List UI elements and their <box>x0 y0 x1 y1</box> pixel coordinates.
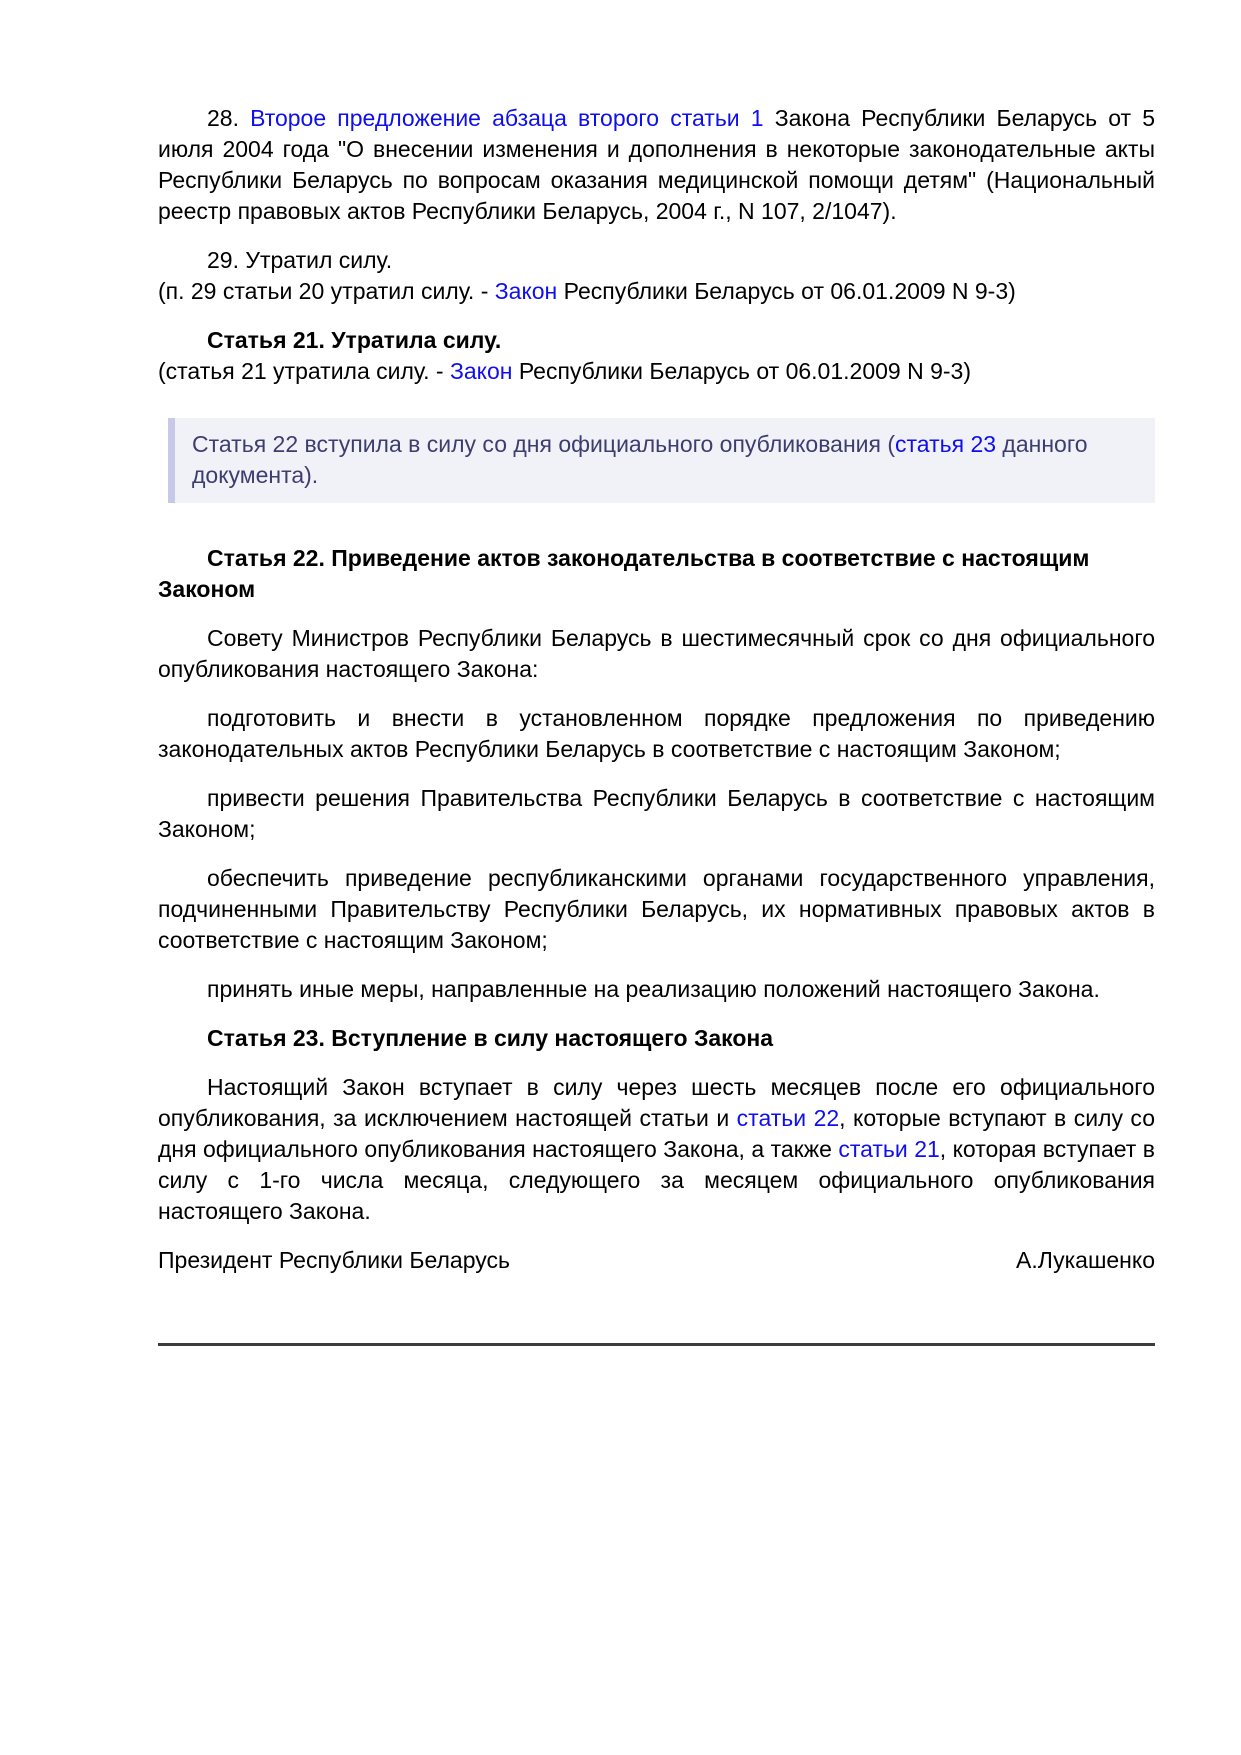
link-second-sentence-article-1[interactable]: Второе предложение абзаца второго статьи 1 <box>250 105 764 131</box>
heading-article-23: Статья 23. Вступление в силу настоящего Закона <box>207 1025 774 1051</box>
horizontal-rule <box>158 1343 1155 1346</box>
entry-text-2: , которые вступают в силу со дня официального опубликования настоящего Закона, а также <box>158 1105 1155 1162</box>
callout-article-22-note <box>168 418 1155 503</box>
paragraph-28-number: 28. <box>207 105 251 131</box>
paragraph-item-28 <box>158 103 1155 227</box>
paragraph-sovetu-ministrov: Совету Министров Республики Беларусь в шестимесячный срок со дня официального опубликования настоящего Закона: <box>158 625 1155 682</box>
paragraph-28-text: Закона Республики Беларусь от 5 июля 2004 года "О внесении изменения и дополнения в некоторые законодательные акты Республики Беларусь по вопросам оказания медицинской помощи детям" (Национальный реестр правовых актов Республики Беларусь, 2004 г., N 107, 2/1047). <box>158 105 1155 224</box>
paragraph-entry-into-force <box>158 1072 1155 1227</box>
signature-title: Президент Республики Беларусь <box>158 1247 510 1273</box>
signature-row <box>158 1245 1155 1276</box>
signature-name: А.Лукашенко <box>1016 1247 1155 1273</box>
link-article-21[interactable]: статьи 21 <box>838 1136 940 1162</box>
link-zakon-note-21[interactable]: Закон <box>449 358 513 384</box>
note-21-text-after: Республики Беларусь от 06.01.2009 N 9-3) <box>512 358 971 384</box>
note-article-21 <box>158 356 1155 387</box>
note-item-29 <box>158 276 1155 307</box>
link-zakon-note-29[interactable]: Закон <box>494 278 558 304</box>
callout-text-before: Статья 22 вступила в силу со дня официального опубликования ( <box>192 431 896 457</box>
callout-text-after: данного документа). <box>192 431 1088 488</box>
link-article-22[interactable]: статьи 22 <box>736 1105 840 1131</box>
heading-article-21: Статья 21. Утратила силу. <box>207 327 502 353</box>
note-29-text-after: Республики Беларусь от 06.01.2009 N 9-3) <box>557 278 1016 304</box>
paragraph-obespechit: обеспечить приведение республиканскими органами государственного управления, подчиненными Правительству Республики Беларусь, их нормативных правовых актов в соответствие с настоящим Законом; <box>158 865 1155 953</box>
paragraph-prinyat: принять иные меры, направленные на реализацию положений настоящего Закона. <box>207 976 1100 1002</box>
link-article-23[interactable]: статья 23 <box>895 431 997 457</box>
paragraph-podgotovit: подготовить и внести в установленном порядке предложения по приведению законодательных актов Республики Беларусь в соответствие с настоящим Законом; <box>158 705 1155 762</box>
paragraph-item-29: 29. Утратил силу. <box>207 247 393 273</box>
note-21-text-before: (статья 21 утратила силу. - <box>158 358 450 384</box>
heading-article-22: Статья 22. Приведение актов законодательства в соответствие с настоящим Законом <box>158 545 1090 602</box>
note-29-text-before: (п. 29 статьи 20 утратил силу. - <box>158 278 495 304</box>
paragraph-privesti: привести решения Правительства Республики Беларусь в соответствие с настоящим Законом; <box>158 785 1155 842</box>
entry-text-1: Настоящий Закон вступает в силу через шесть месяцев после его официального опубликования, за исключением настоящей статьи и <box>158 1074 1155 1131</box>
entry-text-3: , которая вступает в силу с 1-го числа месяца, следующего за месяцем официального опубликования настоящего Закона. <box>158 1136 1155 1224</box>
